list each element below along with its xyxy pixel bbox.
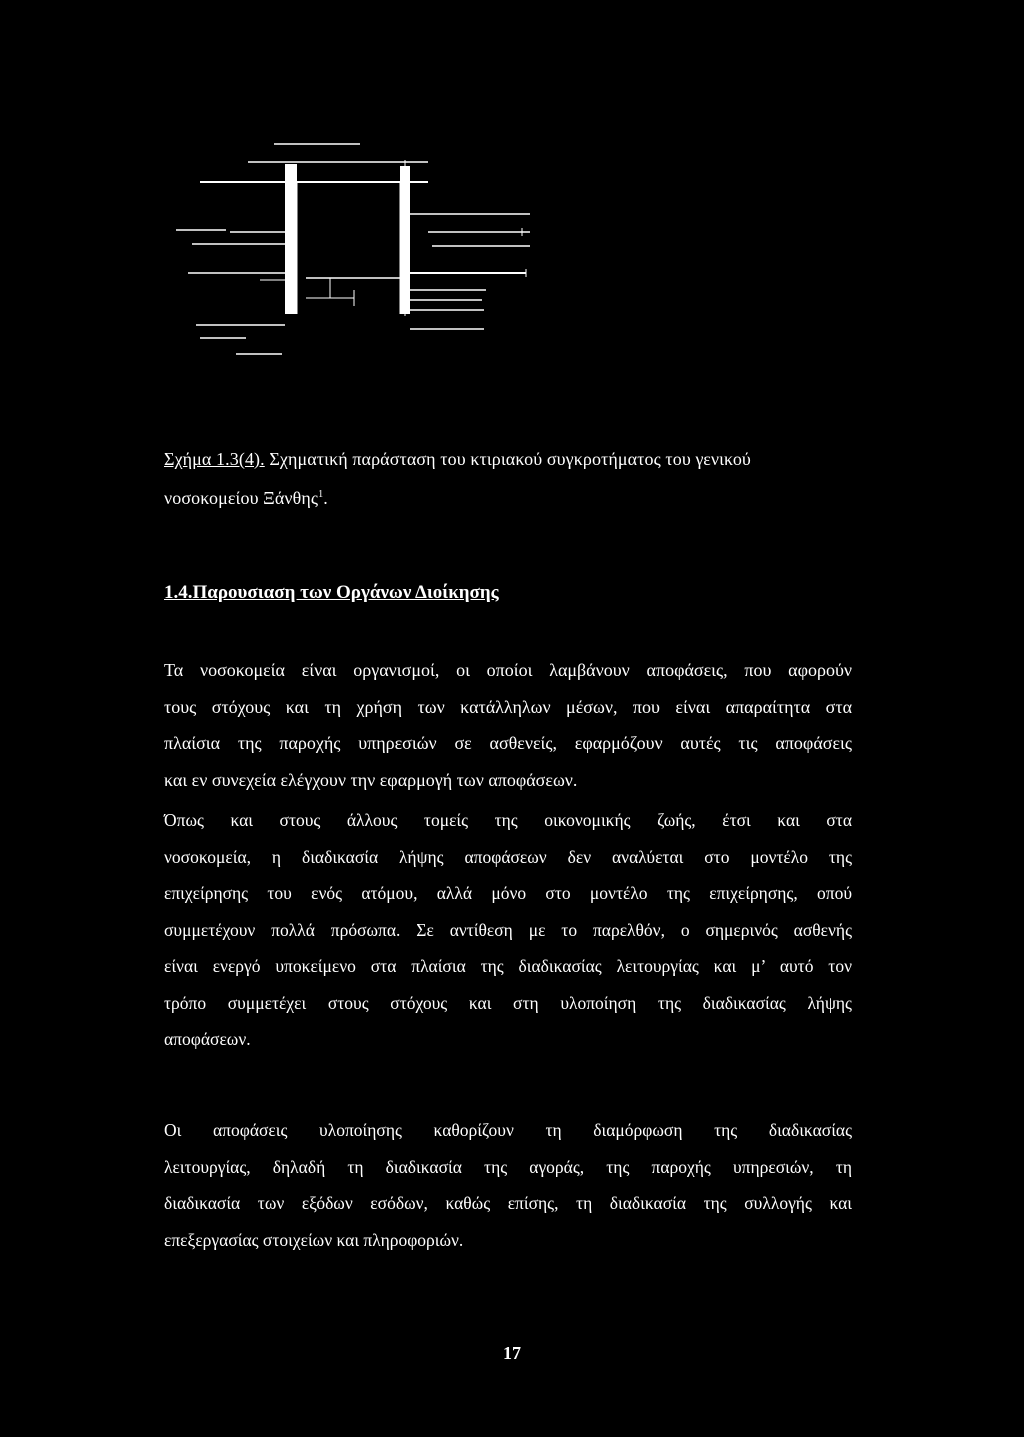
paragraph-line: τους στόχους και τη χρήση των κατάλληλων μέσων, που είναι απαραίτητα στα bbox=[164, 696, 852, 717]
figure-caption-label: Σχήμα 1.3(4). bbox=[164, 449, 265, 469]
paragraph-line: επεξεργασίας στοιχείων και πληροφοριών. bbox=[164, 1229, 464, 1250]
figure-caption-text-line2: νοσοκομείου Ξάνθης bbox=[164, 488, 319, 508]
footnote-mark: 1 bbox=[318, 489, 324, 500]
paragraph-2 bbox=[164, 802, 852, 1058]
section-heading: 1.4.Παρουσιαση των Οργάνων Διοίκησης bbox=[164, 582, 499, 603]
paragraph-line: πλαίσια της παροχής υπηρεσιών σε ασθενείς, εφαρμόζουν αυτές τις αποφάσεις bbox=[164, 733, 852, 753]
paragraph-line: είναι ενεργό υποκείμενο στα πλαίσια της διαδικασίας λειτουργίας και μ’ αυτό τον bbox=[164, 956, 852, 976]
paragraph-line: διαδικασία των εξόδων εσόδων, καθώς επίσης, τη διαδικασία της συλλογής και bbox=[164, 1193, 852, 1213]
figure-caption bbox=[164, 441, 864, 516]
paragraph-line: συμμετέχουν πολλά πρόσωπα. Σε αντίθεση με το παρελθόν, ο σημερινός ασθενής bbox=[164, 919, 852, 940]
building-schematic-drawing bbox=[170, 130, 550, 370]
paragraph-line: τρόπο συμμετέχει στους στόχους και στη υλοποίηση της διαδικασίας λήψης bbox=[164, 992, 852, 1013]
paragraph-line: επιχείρησης του ενός ατόμου, αλλά μόνο στο μοντέλο της επιχείρησης, οπού bbox=[164, 883, 852, 903]
paragraph-line: Όπως και στους άλλους τομείς της οικονομικής ζωής, έτσι και στα bbox=[164, 810, 852, 830]
paragraph-line: αποφάσεων. bbox=[164, 1029, 251, 1049]
paragraph-line: Τα νοσοκομεία είναι οργανισμοί, οι οποίοι λαμβάνουν αποφάσεις, που αφορούν bbox=[164, 660, 852, 680]
building-schematic-figure bbox=[170, 130, 550, 370]
paragraph-line: λειτουργίας, δηλαδή τη διαδικασία της αγοράς, της παροχής υπηρεσιών, τη bbox=[164, 1156, 852, 1177]
paragraph-3 bbox=[164, 1112, 852, 1258]
paragraph-1 bbox=[164, 652, 852, 798]
figure-caption-end: . bbox=[323, 488, 328, 508]
paragraph-line: και εν συνεχεία ελέγχουν την εφαρμογή των αποφάσεων. bbox=[164, 769, 578, 790]
paragraph-line: νοσοκομεία, η διαδικασία λήψης αποφάσεων δεν αναλύεται στο μοντέλο της bbox=[164, 846, 852, 867]
figure-caption-text-line1: Σχηματική παράσταση του κτιριακού συγκροτήματος του γενικού bbox=[264, 449, 751, 469]
page-number: 17 bbox=[503, 1343, 521, 1363]
paragraph-line: Οι αποφάσεις υλοποίησης καθορίζουν τη διαμόρφωση της διαδικασίας bbox=[164, 1120, 852, 1140]
